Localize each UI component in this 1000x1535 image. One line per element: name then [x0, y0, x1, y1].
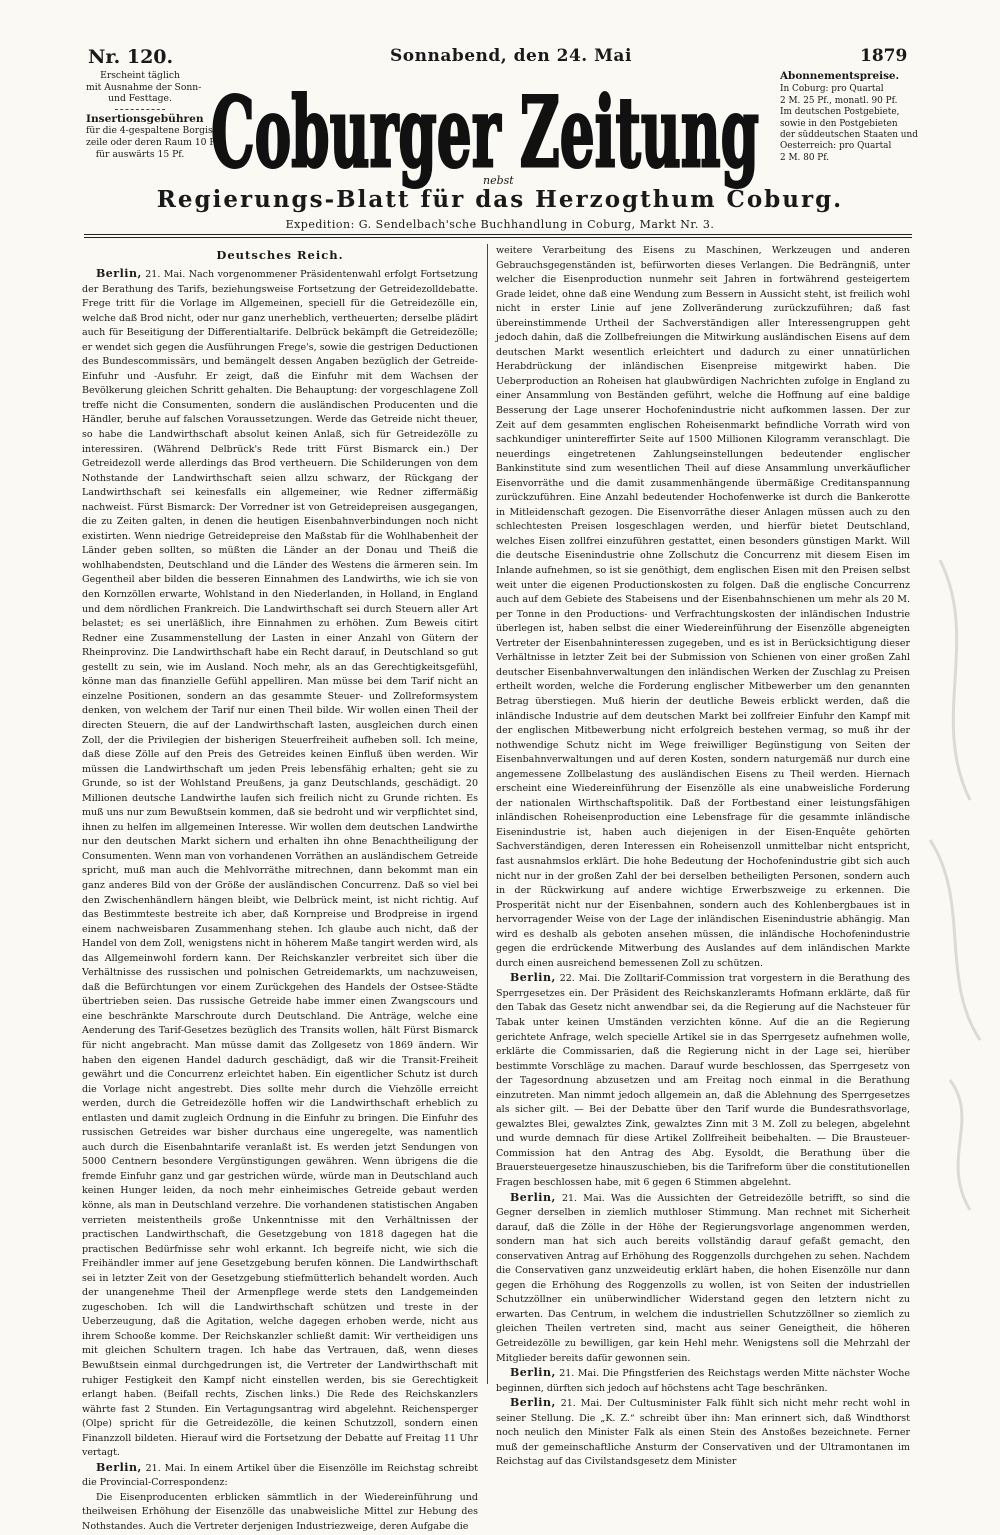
pencil-marks	[910, 520, 1000, 1220]
dateline: Berlin,	[96, 267, 142, 280]
dateline: Berlin,	[510, 1190, 556, 1204]
article-paragraph	[496, 1366, 910, 1396]
divider	[115, 109, 165, 110]
dateline: Berlin,	[96, 1460, 142, 1474]
insertion-fees-line: für die 4-gespaltene Borgis-	[86, 125, 216, 137]
publication-note-line: mit Ausnahme der Sonn-	[86, 81, 202, 93]
subscription-line: In Coburg: pro Quartal	[780, 84, 884, 95]
article-paragraph	[496, 971, 910, 1190]
article-text: 21. Mai. In einem Artikel über die Eisenzölle im Reichstag schreibt die Provincial-Correspondenz:	[82, 1462, 478, 1489]
issue-number: Nr. 120.	[88, 46, 174, 68]
title-text: Coburger Zeitung	[211, 76, 759, 189]
article-paragraph	[82, 1491, 478, 1535]
right-column	[496, 244, 910, 1468]
dateline: Berlin,	[510, 1366, 556, 1380]
article-text: 21. Mai. Der Cultusminister Falk fühlt sich nicht mehr recht wohl in seiner Stellung. Die „K. Z.“ schreibt über ihn: Man erinnert sich, daß Windthorst noch neulich den Minister Falk als einen Stein des Anstoßes bezeichnete. Ferner muß der gemeinschaftliche Ansturm der Conservativen und der Ultramontanen im Reichstag auf das Civilstandsgesetz dem Minister	[496, 1398, 910, 1468]
article-text: weitere Verarbeitung des Eisens zu Maschinen, Werkzeugen und anderen Gebrauchsgegenständen ist, befürworten dieses Verlangen. Die Bedrängniß, unter welcher die Eisenproduction nunmehr seit Jahren in fortwährend gesteigertem Grade leidet, ohne daß eine Wendung zum Bessern in Aussicht steht, ist freilich wohl nicht in erster Linie auf jene Zollveränderung zurückzuführen; daß fast übereinstimmende Urtheil der Sachverständigen aller Interessengruppen geht jedoch dahin, daß die Zollbefreiungen die Mitwirkung ausländischen Eisens auf dem deutschen Markt wesentlich erleichtert und dadurch zu einer unnatürlichen Herabdrückung der inländischen Eisenpreise mitgewirkt haben. Die Ueberproduction an Roheisen hat glaubwürdigen Nachrichten zufolge in England zu einer Ansammlung von Beständen geführt, welche die Hoffnung auf eine baldige Besserung der Lage unserer Hochofenindustrie nicht aufkommen lassen. Der zur Zeit auf dem gesammten englischen Roheisenmarkt befindliche Vorrath wird von sachkundiger unintereffirter Seite auf 1500 Millionen Kilogramm veranschlagt. Die neuerdings eingetretenen Zahlungseinstellungen bedeutender englischer Bankinstitute sind zum wesentlichen Theil auf diese Ansammlung unverkäuflicher Eisenvorräthe und die damit zusammenhängende übermäßige Creditanspannung zurückzuführen. Eine Anzahl bedeutender Hochofenwerke ist durch die Bankerotte in Mitleidenschaft gezogen. Die Eisenvorräthe dieser Anlagen müssen auch zu den schlechtesten Preisen losgeschlagen werden, und hierfür bietet Deutschland, welches Eisen zollfrei einzuführen gestattet, einen besonders günstigen Markt. Will die deutsche Eisenindustrie ohne Zollschutz die Concurrenz mit diesem Eisen im Inlande aufnehmen, so ist sie genöthigt, dem englischen Eisen mit den Preisen selbst weit unter die eigenen Productionskosten zu folgen. Daß die englische Concurrenz auch auf dem Gebiete des Stabeisens und der Eisenbahnschienen um mehr als 20 M. per Tonne in den Productions- und Verfrachtungskosten der inländischen Industrie überlegen ist, haben selbst die einer Wiedereinführung der Eisenzölle abgeneigten Vertreter der Eisenbahninteressen zugegeben, und es ist in Berücksichtigung dieser Verhältnisse in letzter Zeit bei der Submission von Schienen von einer großen Zahl deutscher Eisenbahnverwaltungen den inländischen Werken der Zuschlag zu Preisen ertheilt worden, welche die Forderung englischer Mitbewerber um den genannten Betrag überstiegen. Muß hierin der deutliche Beweis erblickt werden, daß die inländische Industrie auf dem deutschen Markt bei zollfreier Einfuhr den Kampf mit der englischen Mitbewerbung nicht erfolgreich bestehen vermag, so muß ihr der nothwendige Schutz nicht im Wege freiwilliger Begünstigung von Seiten der Eisenbahnverwaltungen und auf deren Kosten, sondern naturgemäß nur durch eine angemessene Zollbelastung des ausländischen Eisens zu Theil werden. Hiernach erscheint eine Wiedereinführung der Eisenzölle als eine unabweisliche Forderung der nationalen Wirthschaftspolitik. Daß der Fortbestand einer leistungsfähigen inländischen Roheisenproduction eine Lebensfrage für die gesammte inländische Eisenindustrie ist, haben auch diejenigen in der Eisen-Enquête gehörten Sachverständigen, deren Interessen ein Roheisenzoll unmittelbar nicht entspricht, fast ausnahmslos erklärt. Die hohe Bedeutung der Hochofenindustrie gibt sich auch nicht nur in der großen Zahl der bei derselben betheiligten Personen, sondern auch in der Rückwirkung auf andere wichtige Erwerbszweige zu erkennen. Die Prosperität nicht nur der Eisenbahnen, sondern auch des Kohlenbergbaues ist in hervorragender Weise von der Lage der inländischen Eisenindustrie abhängig. Man wird es deshalb als geboten ansehen müssen, die inländische Hochofenindustrie gegen die erdrückende Mitwerbung des Auslandes auf dem inländischen Markte durch einen ausreichend bemessenen Zoll zu schützen.	[496, 245, 910, 969]
article-paragraph	[82, 1461, 478, 1491]
article-text: 21. Mai. Die Pfingstferien des Reichstags werden Mitte nächster Woche beginnen, dürften sich jedoch auf höchstens acht Tage beschränken.	[496, 1368, 910, 1394]
column-divider	[487, 244, 488, 1384]
nebst-word: nebst	[483, 174, 514, 187]
dateline: Berlin,	[510, 971, 556, 985]
issue-year: 1879	[860, 46, 908, 66]
issue-date: Sonnabend, den 24. Mai	[390, 46, 632, 66]
masthead-rule	[84, 234, 912, 235]
article-text: Die Eisenproducenten erblicken sämmtlich in der Wiedereinführung und theilweisen Erhöhung der Eisenzölle das unabweisliche Mittel zur Hebung des Nothstandes. Auch die Vertreter derjenigen Industriezweige, deren Aufgabe die	[82, 1491, 478, 1533]
left-column	[82, 244, 478, 1533]
dateline: Berlin,	[510, 1396, 556, 1410]
article-paragraph	[82, 267, 478, 1461]
insertion-fees-heading: Insertionsgebühren	[86, 112, 204, 125]
subscription-line: der süddeutschen Staaten und	[780, 130, 918, 141]
subscription-line: sowie in den Postgebieten	[780, 118, 898, 129]
article-paragraph	[496, 1396, 910, 1470]
article-text: 21. Mai. Was die Aussichten der Getreidezölle betrifft, so sind die Gegner derselben in ziemlich muthloser Stimmung. Man rechnet mit Sicherheit darauf, daß die Zölle in der Höhe der Regierungsvorlage angenommen werden, sondern man hat sich auch bereits vollständig darauf gefaßt gemacht, den conservativen Antrag auf Erhöhung des Roggenzolls durchgehen zu sehen. Nachdem die Conservativen ganz unzweideutig erklärt haben, die hohen Eisenzölle nur dann gegen die Erhöhung des Roggenzolls zu wollen, ist von Seiten der industriellen Schutzzöllner ein unüberwindlicher Widerstand gegen den letztern nicht zu erwarten. Das Centrum, in welchem die industriellen Schutzzöllner so ziemlich zu gleichen Theilen vertreten sind, macht aus seiner Geneigtheit, die höheren Getreidezölle zu bewilligen, gar kein Hehl mehr. Wenigstens soll die Mehrzahl der Mitglieder bereits dafür gewonnen sein.	[496, 1192, 910, 1364]
article-paragraph	[496, 1191, 910, 1367]
article-paragraph	[496, 244, 910, 971]
article-text: 21. Mai. Nach vorgenommener Präsidentenwahl erfolgt Fortsetzung der Berathung des Tarifs, beziehungsweise Fortsetzung der Getreidezolldebatte. Frege tritt für die Vorlage im Allgemeinen, speciell für die Getreidezölle ein, welche daß Brod nicht, oder nur ganz unerheblich, vertheuerten; derselbe plädirt auch für Beseitigung der Differentialtarife. Delbrück bekämpft die Getreidezölle; er wendet sich gegen die Ausführungen Frege's, sowie die gestrigen Deductionen des Bundescommissärs, und bemängelt dessen Angaben bezüglich der Getreide-Einfuhr und -Ausfuhr. Er zeigt, daß die Einfuhr mit dem Wachsen der Bevölkerung gleichen Schritt gehalten. Die Behauptung: der vorgeschlagene Zoll treffe nicht die Consumenten, sondern die ausländischen Producenten und die Händler, beruhe auf falschen Voraussetzungen. Werde das Getreide nicht theuer, so habe die Landwirthschaft absolut keinen Anlaß, sich für Getreidezölle zu interessiren. (Während Delbrück's Rede tritt Fürst Bismarck ein.) Der Getreidezoll werde allerdings das Brod vertheuern. Die Schilderungen von dem Nothstande der Landwirthschaft seien allzu schwarz, der Rückgang der Landwirthschaft sei keinesfalls ein allgemeiner, wie Redner ziffermäßig nachweist. Fürst Bismarck: Der Vorredner ist von Getreidepreisen ausgegangen, die zu Zeiten galten, in denen die heutigen Eisenbahnverbindungen noch nicht existirten. Wenn niedrige Getreidepreise den Maßstab für die Wohlhabenheit der Länder geben sollten, so müßten die Länder an der Donau und Theiß die wohlhabendsten, Deutschland und die Länder des Westens die ärmeren sein. Im Gegentheil aber bilden die besseren Einnahmen des Landwirths, wie ich sie von den Kornzöllen erwarte, Wohlstand in den Niederlanden, in Holland, in England und dem nördlichen Frankreich. Die Landwirthschaft sei durch Steuern aller Art belastet; es sei unerläßlich, ihre Einnahmen zu erhöhen. Zum Beweis citirt Redner eine Zusammenstellung der Lasten in einer Anzahl von Gütern der Rheinprovinz. Die Landwirthschaft habe ein Recht darauf, in Deutschland so gut gestellt zu sein, wie im Ausland. Noch mehr, als an das Gerechtigkeitsgefühl, könne man das finanzielle Gefühl appelliren. Man müsse bei dem Tarif nicht an einzelne Positionen, sondern an das gesammte Steuer- und Zollreformsystem denken, von welchem der Tarif nur einen Theil bilde. Wir wollen einen Theil der directen Steuern, die auf der Landwirthschaft lasten, ausgleichen durch einen Zoll, der die Privilegien der bisherigen Steuerfreiheit aufheben soll. Ich meine, daß diese Zölle auf den Preis des Getreides keinen Einfluß üben werden. Wir müssen die Landwirthschaft um jeden Preis lebensfähig erhalten; geht sie zu Grunde, so ist der Wohlstand Preußens, ja ganz Deutschlands, geschädigt. 20 Millionen deutsche Landwirthe laufen sich freilich nicht zu Grunde richten. Es muß uns nur zum Bewußtsein kommen, daß sie bedroht und wir verpflichtet sind, ihnen zu helfen im allgemeinen Interesse. Wir wollen dem deutschen Landwirthe nur den deutschen Markt sichern und erhalten ihn ohne Benachtheiligung der Consumenten. Wenn man von vorhandenen Vorräthen an ausländischem Getreide spricht, muß man auch die Mehlvorräthe mitrechnen, dann bekommt man ein ganz anderes Bild von der Größe der ausländischen Concurrenz. Daß so viel bei den Zwischenhändlern hängen bleibt, wie Delbrück meint, ist nicht richtig. Auf das Bestimmteste bestreite ich aber, daß Kornpreise und Brodpreise in irgend einem nachweisbaren Zusammenhang stehen. Ich glaube auch nicht, daß der Handel von dem Zoll, wenigstens nicht in höherem Maße tangirt werden wird, als das Allgemeinwohl fordern kann. Der Reichskanzler verbreitet sich über die Verhältnisse des russischen und polnischen Getreidemarkts, um nachzuweisen, daß die Befürchtungen vor einem Zurückgehen des Handels der Ostsee-Städte übertrieben seien. Das russische Getreide habe immer einen Zwangscours und eine beschränkte Marschroute durch Deutschland. Die Anträge, welche eine Aenderung des Tarif-Gesetzes bezüglich des Transits wollen, hält Fürst Bismarck für nicht angebracht. Man müsse damit das Zollgesetz von 1869 ändern. Wir haben den eigenen Handel dadurch geschädigt, daß wir die Transit-Freiheit gewährt und die Concurrenz erleichtet haben. Ein eigentlicher Schutz ist durch die Vorlage nicht angestrebt. Dies sollte mehr durch die Viehzölle erreicht werden, durch die Getreidezölle hoffen wir die Landwirthschaft erheblich zu entlasten und damit zugleich Ordnung in die Einfuhr zu bringen. Die Einfuhr des russischen Getreides war bisher durchaus eine ungeregelte, was namentlich auch durch die Eisenbahntarife veranlaßt ist. Es werden jetzt Sendungen von 5000 Centnern besondere Vergünstigungen gewähren. Wenn übrigens die die fremde Einfuhr ganz und gar gestrichen würde, würde man in Deutschland auch keinen Hunger leiden, da noch mehr einheimisches Getreide gebaut werden könne, als man in Deutschland verzehre. Die vorhandenen statistischen Angaben verrieten meistentheils große Unkenntnisse mit den Verhältnissen der practischen Landwirthschaft, die Gesetzgebung von 1818 dagegen hat die practischen Bedürfnisse sehr wohl erkannt. Ich begreife nicht, wie sich die Freihändler immer auf jene Gesetzgebung berufen können. Die Landwirthschaft sei in letzter Zeit von der Gesetzgebung stiefmütterlich behandelt worden. Auch der unangenehme Theil der Armenpflege werde stets den Landgemeinden zugeschoben. Ich will die Landwirthschaft schützen und treste in der Ueberzeugung, daß die Agitation, welche dagegen erhoben werde, nicht aus ihrem Schooße komme. Der Reichskanzler schließt damit: Wir vertheidigen uns mit gleichen Schultern tragen. Ich habe das Vertrauen, daß, wenn dieses Bewußtsein einmal durchgedrungen ist, die Vertreter der Landwirthschaft mit ruhiger Festigkeit den Kampf nicht einstellen werden, bis sie Gerechtigkeit erlangt haben. (Beifall rechts, Zischen links.) Die Rede des Reichskanzlers währte fast 2 Stunden. Ein Vertagungsantrag wird abgelehnt. Reichensperger (Olpe) spricht für die Getreidezölle, die keinen Schutzzoll, sondern einen Finanzzoll bildeten. Hierauf wird die Fortsetzung der Debatte auf Freitag 11 Uhr vertagt.	[82, 269, 478, 1459]
subscription-heading: Abonnementspreise.	[780, 70, 900, 82]
publication-note-line: und Festtage.	[108, 93, 172, 105]
insertion-fees-line: für auswärts 15 Pf.	[95, 148, 185, 160]
publication-note-line: Erscheint täglich	[100, 70, 180, 81]
title-blackletter	[205, 58, 765, 189]
insertion-fees-line: zeile oder deren Raum 10 Pf.,	[86, 136, 225, 148]
newspaper-title	[205, 58, 765, 189]
masthead-right-info	[780, 70, 918, 164]
masthead-rule-thin	[84, 237, 912, 238]
subscription-line: 2 M. 25 Pf., monatl. 90 Pf.	[780, 95, 898, 106]
expedition-line: Expedition: G. Sendelbach'sche Buchhandlung in Coburg, Markt Nr. 3.	[285, 218, 715, 231]
subscription-line: Oesterreich: pro Quartal	[780, 141, 892, 152]
article-text: 22. Mai. Die Zolltarif-Commission trat vorgestern in die Berathung des Sperrgesetzes ein. Der Präsident des Reichskanzleramts Hofmann erklärte, daß für den Tabak das Gesetz nicht anwendbar sei, da die Regierung auf die Nachsteuer für Tabak unter keinen Umständen verzichten könne. Auf die an die Regierung gerichtete Anfrage, welch specielle Artikel sie in das Sperrgesetz aufnehmen wolle, erklärte die Commissarien, daß die Regierung nicht in der Lage sei, hierüber bestimmte Vorschläge zu machen. Darauf wurde beschlossen, das Sperrgesetz von der Tagesordnung abzusetzen und am Freitag noch einmal in die Berathung einzutreten. Man nimmt jedoch allgemein an, daß die Ablehnung des Sperrgesetzes als sicher gilt. — Bei der Debatte über den Tarif wurde die Bundesrathsvorlage, gewalztes Blei, gewalztes Zink, gewalztes Zinn mit 3 M. Zoll zu belegen, abgelehnt und wurde demnach für diese Artikel Zollfreiheit beibehalten. — Die Brausteuer-Commission hat den Antrag des Abg. Eysoldt, die Berathung über die Brauersteuergesetze hinauszuschieben, bis die Tarifreform über die constitutionellen Fragen beschlossen habe, mit 6 gegen 6 Stimmen abgelehnt.	[496, 973, 910, 1188]
subscription-line: Im deutschen Postgebiete,	[780, 107, 900, 118]
masthead-left-info	[86, 46, 225, 160]
section-heading: Deutsches Reich.	[216, 248, 344, 262]
newspaper-subtitle: Regierungs-Blatt für das Herzogthum Coburg.	[156, 186, 844, 213]
subscription-line: 2 M. 80 Pf.	[780, 152, 830, 163]
